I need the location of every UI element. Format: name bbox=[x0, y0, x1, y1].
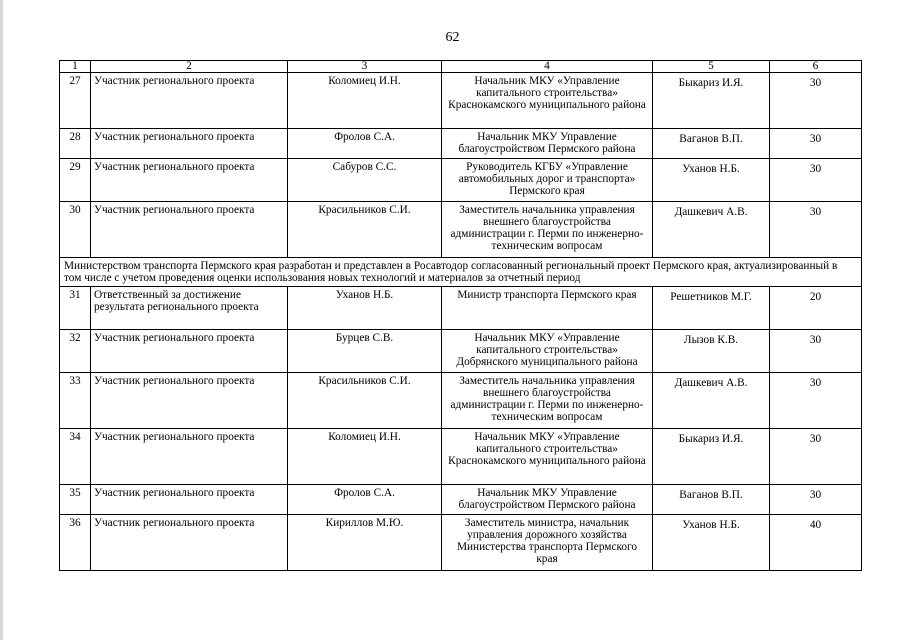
table-row bbox=[60, 73, 862, 129]
table-row bbox=[60, 287, 862, 330]
participants-table bbox=[59, 60, 862, 571]
row-head: Дашкевич А.В. bbox=[653, 202, 770, 258]
row-head: Быкариз И.Я. bbox=[653, 429, 770, 485]
row-position: Заместитель начальника управления внешнего благоустройства администрации г. Перми по инженерно-техническим вопросам bbox=[442, 373, 653, 429]
row-role: Участник регионального проекта bbox=[91, 515, 288, 571]
row-number: 28 bbox=[60, 129, 91, 159]
row-head: Уханов Н.Б. bbox=[653, 159, 770, 202]
row-share: 40 bbox=[770, 515, 862, 571]
row-position: Министр транспорта Пермского края bbox=[442, 287, 653, 330]
row-role: Участник регионального проекта bbox=[91, 202, 288, 258]
row-name: Красильников С.И. bbox=[288, 373, 442, 429]
row-number: 31 bbox=[60, 287, 91, 330]
row-share: 30 bbox=[770, 485, 862, 515]
row-share: 30 bbox=[770, 202, 862, 258]
row-role: Участник регионального проекта bbox=[91, 129, 288, 159]
column-header: 3 bbox=[288, 61, 442, 73]
scan-edge bbox=[0, 0, 3, 640]
row-role: Ответственный за достижение результата регионального проекта bbox=[91, 287, 288, 330]
row-share: 30 bbox=[770, 429, 862, 485]
table-row bbox=[60, 485, 862, 515]
row-name: Коломиец И.Н. bbox=[288, 73, 442, 129]
row-position: Начальник МКУ «Управление капитального строительства» Добрянского муниципального района bbox=[442, 330, 653, 373]
row-head: Решетников М.Г. bbox=[653, 287, 770, 330]
row-number: 29 bbox=[60, 159, 91, 202]
page-number: 62 bbox=[445, 30, 460, 45]
section-note: Министерством транспорта Пермского края разработан и представлен в Росавтодор согласованный региональный проект Пермского края, актуализированный в том числе с учетом проведения оценки использования новых технологий и материалов за отчетный период bbox=[60, 258, 862, 287]
row-position: Начальник МКУ Управление благоустройством Пермского района bbox=[442, 485, 653, 515]
table-header-row bbox=[60, 61, 862, 73]
table-row bbox=[60, 515, 862, 571]
row-name: Фролов С.А. bbox=[288, 485, 442, 515]
row-name: Коломиец И.Н. bbox=[288, 429, 442, 485]
row-number: 32 bbox=[60, 330, 91, 373]
row-position: Начальник МКУ «Управление капитального строительства» Краснокамского муниципального района bbox=[442, 429, 653, 485]
row-name: Сабуров С.С. bbox=[288, 159, 442, 202]
column-header: 2 bbox=[91, 61, 288, 73]
row-head: Уханов Н.Б. bbox=[653, 515, 770, 571]
row-head: Быкариз И.Я. bbox=[653, 73, 770, 129]
row-share: 30 bbox=[770, 73, 862, 129]
row-position: Начальник МКУ Управление благоустройством Пермского района bbox=[442, 129, 653, 159]
row-share: 30 bbox=[770, 129, 862, 159]
row-number: 33 bbox=[60, 373, 91, 429]
row-share: 30 bbox=[770, 330, 862, 373]
column-header: 6 bbox=[770, 61, 862, 73]
table-row bbox=[60, 202, 862, 258]
column-header: 5 bbox=[653, 61, 770, 73]
column-header: 4 bbox=[442, 61, 653, 73]
section-note-row bbox=[60, 258, 862, 287]
row-number: 34 bbox=[60, 429, 91, 485]
row-name: Уханов Н.Б. bbox=[288, 287, 442, 330]
row-number: 36 bbox=[60, 515, 91, 571]
row-share: 20 bbox=[770, 287, 862, 330]
table-row bbox=[60, 159, 862, 202]
row-head: Ваганов В.П. bbox=[653, 485, 770, 515]
row-position: Заместитель начальника управления внешнего благоустройства администрации г. Перми по инженерно-техническим вопросам bbox=[442, 202, 653, 258]
row-head: Дашкевич А.В. bbox=[653, 373, 770, 429]
row-role: Участник регионального проекта bbox=[91, 159, 288, 202]
row-head: Ваганов В.П. bbox=[653, 129, 770, 159]
table-row bbox=[60, 429, 862, 485]
table-row bbox=[60, 129, 862, 159]
row-position: Заместитель министра, начальник управления дорожного хозяйства Министерства транспорта Пермского края bbox=[442, 515, 653, 571]
row-name: Фролов С.А. bbox=[288, 129, 442, 159]
table-row bbox=[60, 330, 862, 373]
row-name: Кириллов М.Ю. bbox=[288, 515, 442, 571]
row-name: Бурцев С.В. bbox=[288, 330, 442, 373]
row-role: Участник регионального проекта bbox=[91, 373, 288, 429]
row-position: Начальник МКУ «Управление капитального строительства» Краснокамского муниципального района bbox=[442, 73, 653, 129]
row-number: 35 bbox=[60, 485, 91, 515]
row-head: Лызов К.В. bbox=[653, 330, 770, 373]
row-share: 30 bbox=[770, 373, 862, 429]
table-row bbox=[60, 373, 862, 429]
row-name: Красильников С.И. bbox=[288, 202, 442, 258]
row-role: Участник регионального проекта bbox=[91, 73, 288, 129]
row-role: Участник регионального проекта bbox=[91, 485, 288, 515]
row-role: Участник регионального проекта bbox=[91, 330, 288, 373]
row-role: Участник регионального проекта bbox=[91, 429, 288, 485]
column-header: 1 bbox=[60, 61, 91, 73]
row-number: 27 bbox=[60, 73, 91, 129]
row-number: 30 bbox=[60, 202, 91, 258]
row-position: Руководитель КГБУ «Управление автомобильных дорог и транспорта» Пермского края bbox=[442, 159, 653, 202]
row-share: 30 bbox=[770, 159, 862, 202]
